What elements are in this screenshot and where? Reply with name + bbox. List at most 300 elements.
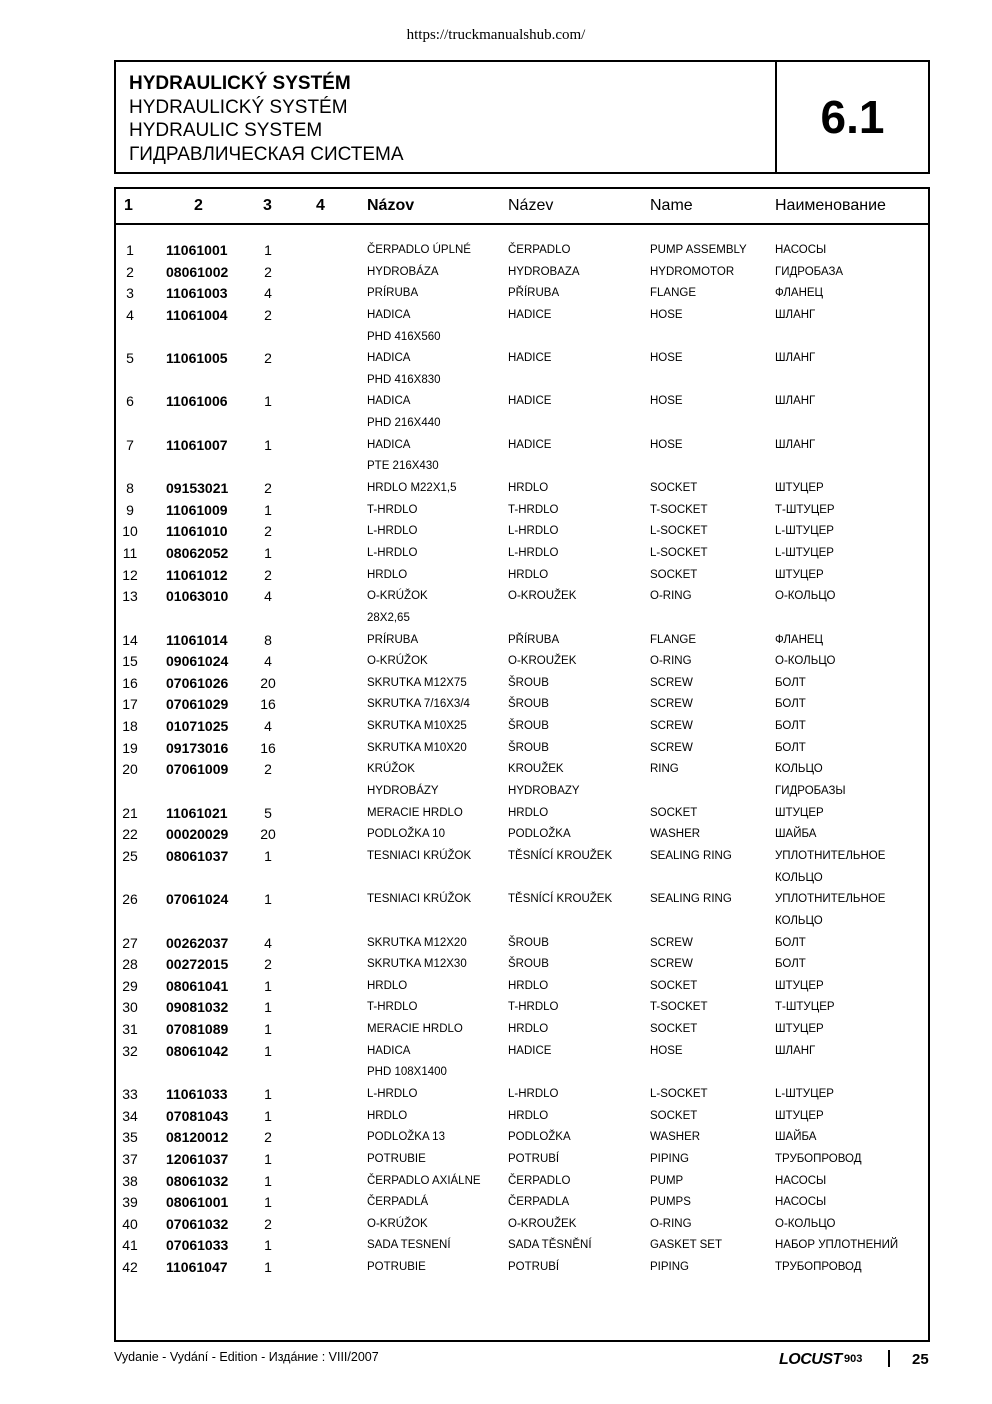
table-row <box>116 1063 928 1085</box>
name-en-cell: SOCKET <box>650 1023 698 1036</box>
name-ru-cell: НАСОСЫ <box>775 244 827 256</box>
name-sk-cell: L-HRDLO <box>367 546 418 559</box>
name-en-cell: WASHER <box>650 1131 701 1144</box>
table-row <box>116 544 928 566</box>
part-number-cell: 08120012 <box>166 1129 229 1146</box>
quantity-cell: 1 <box>264 436 272 453</box>
name-cz-cell: KROUŽEK <box>508 763 564 776</box>
name-sk-cell: 28X2,65 <box>367 611 410 624</box>
table-row <box>116 241 928 263</box>
title-en: HYDRAULIC SYSTEM <box>129 120 323 141</box>
name-sk-cell: TESNIACI KRÚŽOK <box>367 849 472 862</box>
name-en-cell: SCREW <box>650 698 693 711</box>
position-cell: 28 <box>122 956 138 973</box>
name-sk-cell: TESNIACI KRÚŽOK <box>367 893 472 906</box>
name-ru-cell: Т-ШТУЦЕР <box>775 1001 835 1014</box>
table-row <box>116 501 928 523</box>
table-row <box>116 782 928 804</box>
table-row <box>116 760 928 782</box>
name-en-cell: L-SOCKET <box>650 546 708 559</box>
name-cz-cell: T-HRDLO <box>508 503 559 516</box>
table-row <box>116 739 928 761</box>
name-ru-cell: БОЛТ <box>775 936 806 949</box>
position-cell: 13 <box>122 588 138 605</box>
position-cell: 20 <box>122 761 138 778</box>
position-cell: 37 <box>122 1150 138 1167</box>
name-en-cell: O-RING <box>650 1217 692 1230</box>
quantity-cell: 1 <box>264 544 272 561</box>
name-cz-cell: HRDLO <box>508 1109 549 1122</box>
name-cz-cell: HYDROBAZY <box>508 785 580 798</box>
name-sk-cell: SKRUTKA M12X75 <box>367 676 467 689</box>
name-ru-cell: БОЛТ <box>775 958 806 971</box>
col-header-position: 1 <box>124 197 133 214</box>
name-sk-cell: PTE 216X430 <box>367 460 439 473</box>
name-sk-cell: HRDLO <box>367 1109 408 1122</box>
table-row <box>116 674 928 696</box>
table-row <box>116 977 928 999</box>
quantity-cell: 2 <box>264 480 272 497</box>
part-number-cell: 09061024 <box>166 653 229 670</box>
name-cz-cell: L-HRDLO <box>508 546 559 559</box>
name-ru-cell: КОЛЬЦО <box>775 871 823 884</box>
name-cz-cell: ŠROUB <box>508 741 549 754</box>
brand-logo: LOCUST <box>779 1351 842 1368</box>
quantity-cell: 2 <box>264 1215 272 1232</box>
table-row <box>116 695 928 717</box>
part-number-cell: 11061007 <box>166 436 228 453</box>
position-cell: 30 <box>122 999 138 1016</box>
name-en-cell: SCREW <box>650 720 693 733</box>
name-ru-cell: КОЛЬЦО <box>775 914 823 927</box>
table-row <box>116 1085 928 1107</box>
name-cz-cell: HADICE <box>508 438 552 451</box>
name-cz-cell: POTRUBÍ <box>508 1261 560 1274</box>
name-sk-cell: SKRUTKA M10X25 <box>367 720 467 733</box>
name-en-cell: HOSE <box>650 308 683 321</box>
name-cz-cell: O-KROUŽEK <box>508 655 577 668</box>
position-cell: 39 <box>122 1194 138 1211</box>
position-cell: 15 <box>122 653 138 670</box>
name-sk-cell: ČERPADLO AXIÁLNE <box>367 1174 481 1187</box>
col-header-quantity: 3 <box>263 197 272 214</box>
part-number-cell: 07061032 <box>166 1215 229 1232</box>
position-cell: 7 <box>126 436 134 453</box>
position-cell: 9 <box>126 501 134 518</box>
name-sk-cell: HYDROBÁZY <box>367 785 439 798</box>
quantity-cell: 1 <box>264 1194 272 1211</box>
part-number-cell: 00262037 <box>166 934 229 951</box>
position-cell: 41 <box>122 1237 138 1254</box>
quantity-cell: 1 <box>264 1237 272 1254</box>
table-body <box>116 241 928 1280</box>
name-en-cell: PIPING <box>650 1261 689 1274</box>
name-cz-cell: TĚSNÍCÍ KROUŽEK <box>508 849 613 862</box>
name-cz-cell: ŠROUB <box>508 698 549 711</box>
quantity-cell: 16 <box>260 739 276 756</box>
quantity-cell: 1 <box>264 847 272 864</box>
name-ru-cell: ШТУЦЕР <box>775 979 824 992</box>
name-sk-cell: HADICA <box>367 438 411 451</box>
quantity-cell: 1 <box>264 393 272 410</box>
col-header-part-number: 2 <box>194 197 203 214</box>
name-cz-cell: ŠROUB <box>508 676 549 689</box>
name-cz-cell: PODLOŽKA <box>508 1131 571 1144</box>
part-number-cell: 12061037 <box>166 1150 229 1167</box>
model-number: 903 <box>844 1353 863 1365</box>
position-cell: 27 <box>122 934 138 951</box>
position-cell: 17 <box>122 696 138 713</box>
part-number-cell: 08061002 <box>166 263 229 280</box>
name-ru-cell: ШТУЦЕР <box>775 568 824 581</box>
name-en-cell: O-RING <box>650 655 692 668</box>
position-cell: 22 <box>122 826 138 843</box>
table-row <box>116 1215 928 1237</box>
position-cell: 14 <box>122 631 138 648</box>
name-sk-cell: ČERPADLO ÚPLNÉ <box>367 244 471 256</box>
name-cz-cell: ČERPADLO <box>508 1174 571 1187</box>
name-sk-cell: SKRUTKA M10X20 <box>367 741 467 754</box>
table-row <box>116 1042 928 1064</box>
quantity-cell: 1 <box>264 1085 272 1102</box>
table-row <box>116 306 928 328</box>
table-row <box>116 1020 928 1042</box>
name-sk-cell: SKRUTKA M12X20 <box>367 936 467 949</box>
name-cz-cell: ČERPADLO <box>508 244 571 256</box>
name-cz-cell: HRDLO <box>508 806 549 819</box>
part-number-cell: 07061024 <box>166 891 229 908</box>
name-sk-cell: PHD 108X1400 <box>367 1066 447 1079</box>
part-number-cell: 07061029 <box>166 696 229 713</box>
col-header-name-en: Name <box>650 197 693 214</box>
part-number-cell: 00272015 <box>166 956 229 973</box>
table-row <box>116 1150 928 1172</box>
name-ru-cell: ШЛАНГ <box>775 352 816 365</box>
quantity-cell: 2 <box>264 263 272 280</box>
quantity-cell: 2 <box>264 761 272 778</box>
name-ru-cell: О-КОЛЬЦО <box>775 590 836 603</box>
position-cell: 29 <box>122 977 138 994</box>
part-number-cell: 11061009 <box>166 501 228 518</box>
table-row <box>116 1193 928 1215</box>
name-ru-cell: УПЛОТНИТЕЛЬНОЕ <box>775 849 886 862</box>
source-url[interactable]: https://truckmanualshub.com/ <box>406 27 586 43</box>
part-number-cell: 09081032 <box>166 999 229 1016</box>
position-cell: 25 <box>122 847 138 864</box>
name-en-cell: L-SOCKET <box>650 525 708 538</box>
table-row <box>116 457 928 479</box>
name-sk-cell: L-HRDLO <box>367 1087 418 1100</box>
name-ru-cell: ТРУБОПРОВОД <box>775 1152 862 1165</box>
quantity-cell: 16 <box>260 696 276 713</box>
position-cell: 4 <box>126 306 134 323</box>
name-sk-cell: PODLOŽKA 10 <box>367 828 445 841</box>
name-sk-cell: PHD 416X830 <box>367 373 441 386</box>
col-header-name-ru: Наименование <box>775 197 886 214</box>
table-row <box>116 869 928 891</box>
table-row <box>116 912 928 934</box>
part-number-cell: 11061047 <box>166 1259 228 1276</box>
quantity-cell: 20 <box>260 674 276 691</box>
name-cz-cell: SADA TĚSNĚNÍ <box>508 1239 592 1252</box>
position-cell: 1 <box>126 242 134 258</box>
part-number-cell: 07081089 <box>166 1021 229 1038</box>
name-ru-cell: ШЛАНГ <box>775 438 816 451</box>
table-row <box>116 1236 928 1258</box>
table-row <box>116 890 928 912</box>
quantity-cell: 4 <box>264 934 272 951</box>
name-ru-cell: ШТУЦЕР <box>775 1023 824 1036</box>
name-sk-cell: HADICA <box>367 308 411 321</box>
table-header <box>116 189 928 225</box>
part-number-cell: 07061026 <box>166 674 229 691</box>
title-sk: HYDRAULICKÝ SYSTÉM <box>129 73 351 94</box>
name-sk-cell: L-HRDLO <box>367 525 418 538</box>
name-sk-cell: MERACIE HRDLO <box>367 1023 463 1036</box>
quantity-cell: 1 <box>264 242 272 258</box>
quantity-cell: 4 <box>264 588 272 605</box>
name-sk-cell: HRDLO M22X1,5 <box>367 482 457 495</box>
name-sk-cell: SKRUTKA 7/16X3/4 <box>367 698 470 711</box>
section-header <box>114 60 930 174</box>
name-ru-cell: О-КОЛЬЦО <box>775 1217 836 1230</box>
name-en-cell: SEALING RING <box>650 893 732 906</box>
part-number-cell: 11061001 <box>166 242 228 258</box>
name-ru-cell: НАБОР УПЛОТНЕНИЙ <box>775 1239 899 1252</box>
name-sk-cell: PHD 416X560 <box>367 330 441 343</box>
quantity-cell: 2 <box>264 350 272 367</box>
name-ru-cell: БОЛТ <box>775 676 806 689</box>
part-number-cell: 11061033 <box>166 1085 228 1102</box>
section-titles <box>129 72 404 166</box>
name-ru-cell: L-ШТУЦЕР <box>775 525 834 538</box>
table-row <box>116 998 928 1020</box>
name-en-cell: SOCKET <box>650 806 698 819</box>
edition-note: Vydanie - Vydání - Edition - Издáние : VIII/2007 <box>114 1350 379 1364</box>
name-ru-cell: ШТУЦЕР <box>775 1109 824 1122</box>
name-en-cell: HOSE <box>650 395 683 408</box>
quantity-cell: 5 <box>264 804 272 821</box>
name-cz-cell: HRDLO <box>508 482 549 495</box>
name-cz-cell: POTRUBÍ <box>508 1152 560 1165</box>
part-number-cell: 08061041 <box>166 977 229 994</box>
part-number-cell: 11061014 <box>166 631 228 648</box>
position-cell: 6 <box>126 393 134 410</box>
position-cell: 33 <box>122 1085 138 1102</box>
name-cz-cell: TĚSNÍCÍ KROUŽEK <box>508 893 613 906</box>
name-en-cell: SCREW <box>650 958 693 971</box>
name-en-cell: PUMP <box>650 1174 684 1187</box>
name-en-cell: FLANGE <box>650 287 697 300</box>
part-number-cell: 08061001 <box>166 1194 229 1211</box>
name-en-cell: T-SOCKET <box>650 1001 708 1014</box>
position-cell: 42 <box>122 1259 138 1276</box>
name-en-cell: SOCKET <box>650 482 698 495</box>
table-row <box>116 263 928 285</box>
part-number-cell: 11061012 <box>166 566 228 583</box>
table-row <box>116 284 928 306</box>
part-number-cell: 11061004 <box>166 306 228 323</box>
table-row <box>116 631 928 653</box>
table-row <box>116 1172 928 1194</box>
quantity-cell: 20 <box>260 826 276 843</box>
position-cell: 32 <box>122 1042 138 1059</box>
table-row <box>116 1107 928 1129</box>
name-sk-cell: HADICA <box>367 395 411 408</box>
quantity-cell: 4 <box>264 285 272 302</box>
part-number-cell: 01063010 <box>166 588 229 605</box>
name-en-cell: O-RING <box>650 590 692 603</box>
position-cell: 8 <box>126 480 134 497</box>
table-row <box>116 371 928 393</box>
table-row <box>116 522 928 544</box>
table-row <box>116 1258 928 1280</box>
name-sk-cell: POTRUBIE <box>367 1261 426 1274</box>
name-sk-cell: PRÍRUBA <box>367 633 419 646</box>
name-sk-cell: PHD 216X440 <box>367 417 441 430</box>
name-ru-cell: ШАЙБА <box>775 828 817 841</box>
quantity-cell: 1 <box>264 1150 272 1167</box>
parts-table <box>114 187 930 1342</box>
table-row <box>116 934 928 956</box>
part-number-cell: 11061010 <box>166 523 228 540</box>
table-row <box>116 328 928 350</box>
part-number-cell: 00020029 <box>166 826 229 843</box>
col-header-4: 4 <box>316 197 325 214</box>
name-cz-cell: T-HRDLO <box>508 1001 559 1014</box>
name-ru-cell: ГИДРОБАЗЫ <box>775 785 846 798</box>
name-ru-cell: УПЛОТНИТЕЛЬНОЕ <box>775 893 886 906</box>
name-cz-cell: L-HRDLO <box>508 1087 559 1100</box>
name-ru-cell: ШАЙБА <box>775 1131 817 1144</box>
name-sk-cell: HADICA <box>367 1044 411 1057</box>
name-cz-cell: HADICE <box>508 395 552 408</box>
position-cell: 34 <box>122 1107 138 1124</box>
name-sk-cell: HYDROBÁZA <box>367 265 439 278</box>
name-en-cell: L-SOCKET <box>650 1087 708 1100</box>
name-en-cell: GASKET SET <box>650 1239 723 1252</box>
table-row <box>116 587 928 609</box>
col-header-name-cz: Název <box>508 197 554 214</box>
name-sk-cell: T-HRDLO <box>367 503 418 516</box>
position-cell: 5 <box>126 350 134 367</box>
name-ru-cell: ТРУБОПРОВОД <box>775 1261 862 1274</box>
name-cz-cell: HADICE <box>508 1044 552 1057</box>
name-cz-cell: ČERPADLA <box>508 1196 570 1209</box>
table-row <box>116 847 928 869</box>
name-cz-cell: HYDROBAZA <box>508 265 580 278</box>
table-row <box>116 804 928 826</box>
name-sk-cell: ČERPADLÁ <box>367 1196 429 1209</box>
name-sk-cell: O-KRÚŽOK <box>367 1217 428 1230</box>
quantity-cell: 1 <box>264 999 272 1016</box>
position-cell: 26 <box>122 891 138 908</box>
name-sk-cell: HADICA <box>367 352 411 365</box>
name-ru-cell: НАСОСЫ <box>775 1196 827 1209</box>
name-en-cell: T-SOCKET <box>650 503 708 516</box>
name-cz-cell: ŠROUB <box>508 720 549 733</box>
name-cz-cell: HRDLO <box>508 568 549 581</box>
part-number-cell: 07081043 <box>166 1107 229 1124</box>
name-sk-cell: POTRUBIE <box>367 1152 426 1165</box>
table-row <box>116 609 928 631</box>
name-en-cell: RING <box>650 763 679 776</box>
table-row <box>116 392 928 414</box>
name-en-cell: PIPING <box>650 1152 689 1165</box>
quantity-cell: 4 <box>264 718 272 735</box>
part-number-cell: 11061005 <box>166 350 228 367</box>
table-row <box>116 955 928 977</box>
part-number-cell: 11061006 <box>166 393 228 410</box>
name-ru-cell: ШТУЦЕР <box>775 806 824 819</box>
name-ru-cell: ФЛАНЕЦ <box>775 633 824 646</box>
part-number-cell: 07061033 <box>166 1237 229 1254</box>
position-cell: 11 <box>122 544 138 561</box>
part-number-cell: 07061009 <box>166 761 229 778</box>
name-ru-cell: ШТУЦЕР <box>775 482 824 495</box>
name-en-cell: WASHER <box>650 828 701 841</box>
quantity-cell: 1 <box>264 891 272 908</box>
table-row <box>116 652 928 674</box>
name-ru-cell: КОЛЬЦО <box>775 763 823 776</box>
name-ru-cell: Т-ШТУЦЕР <box>775 503 835 516</box>
name-sk-cell: O-KRÚŽOK <box>367 590 428 603</box>
part-number-cell: 01071025 <box>166 718 229 735</box>
name-sk-cell: HRDLO <box>367 979 408 992</box>
name-cz-cell: O-KROUŽEK <box>508 1217 577 1230</box>
name-cz-cell: HRDLO <box>508 1023 549 1036</box>
page-number: 25 <box>912 1351 929 1368</box>
position-cell: 21 <box>122 804 138 821</box>
name-sk-cell: KRÚŽOK <box>367 763 415 776</box>
table-row <box>116 414 928 436</box>
table-row <box>116 1128 928 1150</box>
quantity-cell: 2 <box>264 306 272 323</box>
name-sk-cell: O-KRÚŽOK <box>367 655 428 668</box>
name-en-cell: HOSE <box>650 1044 683 1057</box>
name-ru-cell: БОЛТ <box>775 698 806 711</box>
name-cz-cell: PŘÍRUBA <box>508 287 560 300</box>
position-cell: 12 <box>122 566 138 583</box>
position-cell: 31 <box>122 1021 138 1038</box>
name-sk-cell: PODLOŽKA 13 <box>367 1131 445 1144</box>
name-cz-cell: ŠROUB <box>508 936 549 949</box>
name-en-cell: PUMPS <box>650 1196 691 1209</box>
name-sk-cell: SKRUTKA M12X30 <box>367 958 467 971</box>
table-row <box>116 479 928 501</box>
name-sk-cell: SADA TESNENÍ <box>367 1239 451 1252</box>
name-en-cell: SOCKET <box>650 979 698 992</box>
table-row <box>116 436 928 458</box>
name-cz-cell: PODLOŽKA <box>508 828 571 841</box>
quantity-cell: 1 <box>264 501 272 518</box>
quantity-cell: 8 <box>264 631 272 648</box>
quantity-cell: 1 <box>264 1172 272 1189</box>
name-sk-cell: MERACIE HRDLO <box>367 806 463 819</box>
title-ru: ГИДРАВЛИЧЕСКАЯ СИСТЕМА <box>129 143 404 165</box>
name-cz-cell: L-HRDLO <box>508 525 559 538</box>
name-ru-cell: ШЛАНГ <box>775 1044 816 1057</box>
name-cz-cell: HRDLO <box>508 979 549 992</box>
part-number-cell: 08061032 <box>166 1172 229 1189</box>
section-number: 6.1 <box>820 91 885 143</box>
part-number-cell: 09153021 <box>166 480 229 497</box>
table-row <box>116 825 928 847</box>
position-cell: 35 <box>122 1129 138 1146</box>
position-cell: 16 <box>122 674 138 691</box>
quantity-cell: 2 <box>264 566 272 583</box>
position-cell: 38 <box>122 1172 138 1189</box>
